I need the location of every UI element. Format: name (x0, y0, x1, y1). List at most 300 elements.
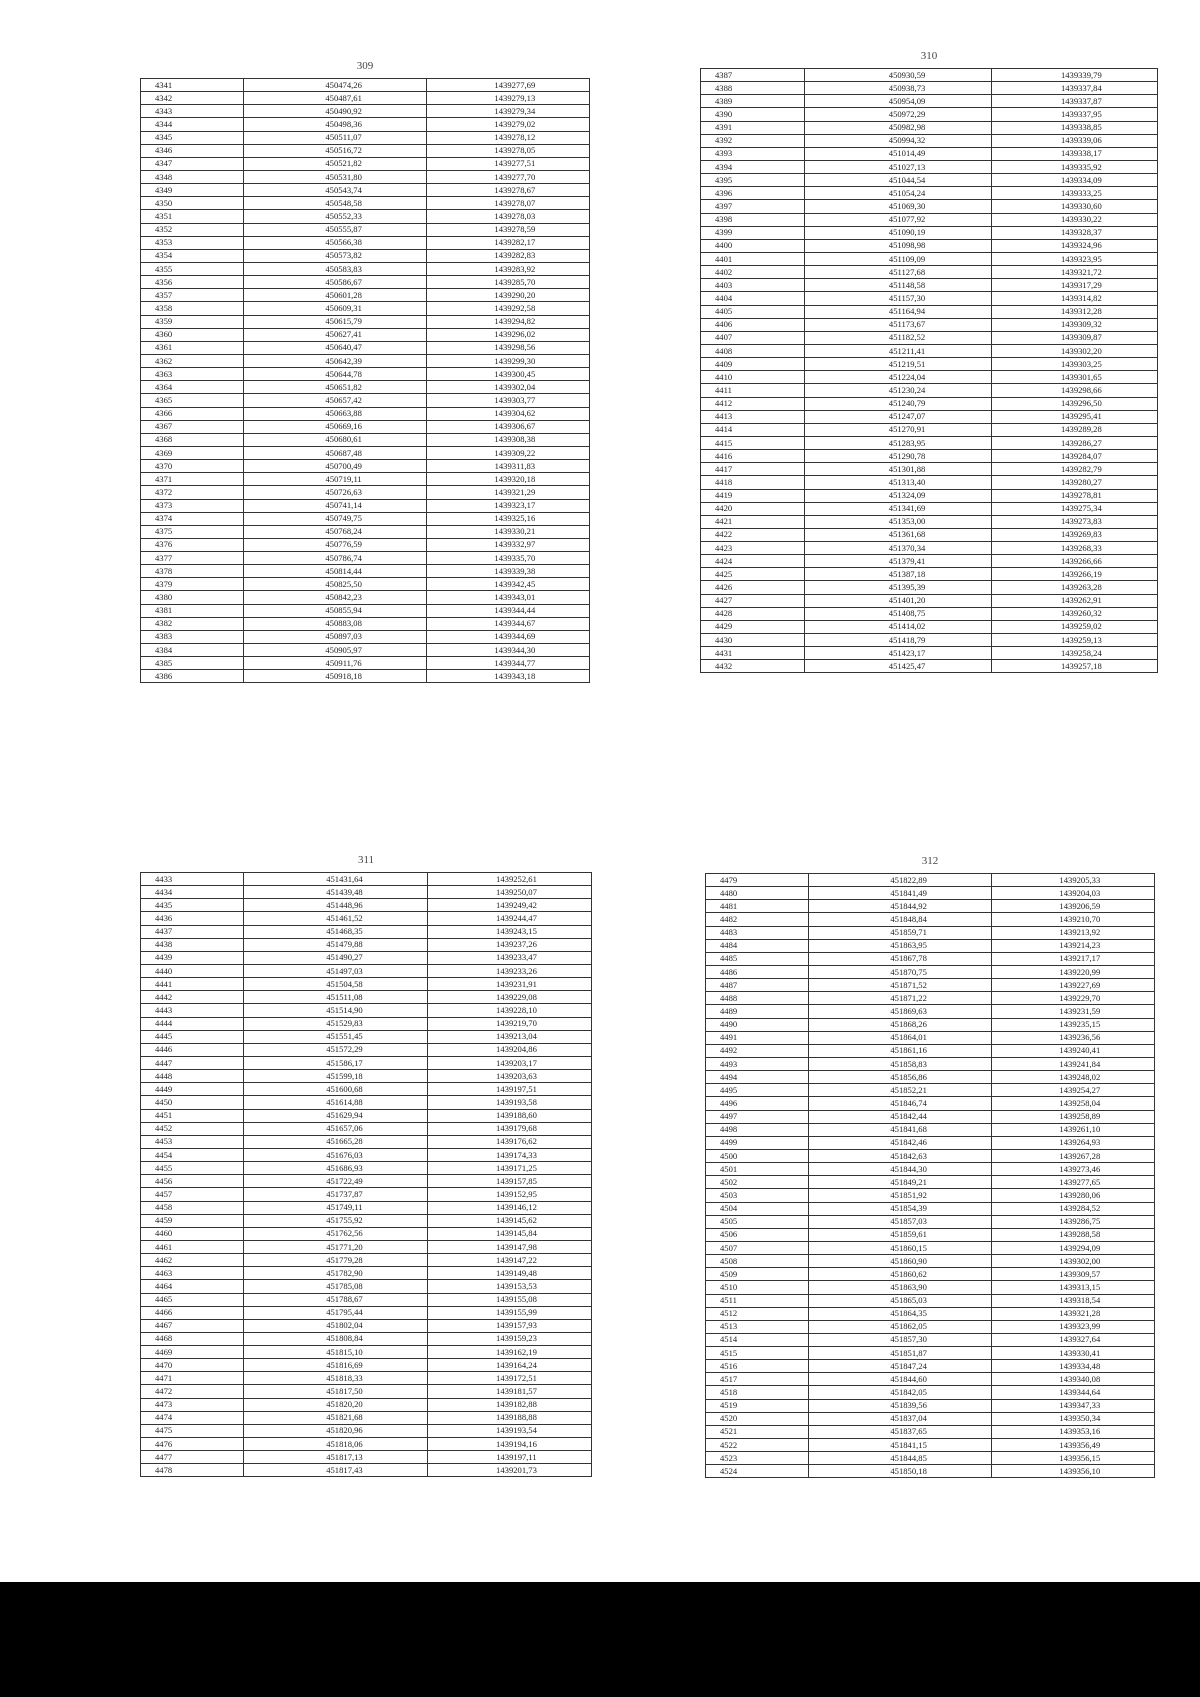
y-coordinate-cell: 1439252,61 (427, 873, 591, 886)
y-coordinate-cell: 1439188,88 (427, 1411, 591, 1424)
table-row (701, 279, 1158, 292)
point-number-cell: 4478 (141, 1464, 244, 1477)
x-coordinate-cell: 450897,03 (243, 630, 426, 643)
x-coordinate-cell: 451844,85 (808, 1452, 991, 1465)
y-coordinate-cell: 1439283,92 (426, 262, 589, 275)
y-coordinate-cell: 1439298,56 (426, 341, 589, 354)
x-coordinate-cell: 451782,90 (244, 1267, 428, 1280)
x-coordinate-cell: 451849,21 (808, 1176, 991, 1189)
x-coordinate-cell: 451614,88 (244, 1096, 428, 1109)
point-number-cell: 4460 (141, 1227, 244, 1240)
page-number: 309 (356, 60, 374, 72)
x-coordinate-cell: 451860,15 (808, 1241, 991, 1254)
table-row (141, 92, 590, 105)
point-number-cell: 4377 (141, 552, 244, 565)
table-row (701, 423, 1158, 436)
point-number-cell: 4517 (706, 1373, 809, 1386)
y-coordinate-cell: 1439324,96 (991, 239, 1157, 252)
point-number-cell: 4368 (141, 433, 244, 446)
table-row (701, 555, 1158, 568)
x-coordinate-cell: 450555,87 (243, 223, 426, 236)
table-row (141, 1372, 592, 1385)
point-number-cell: 4472 (141, 1385, 244, 1398)
point-number-cell: 4486 (706, 965, 809, 978)
x-coordinate-cell: 450814,44 (243, 565, 426, 578)
point-number-cell: 4403 (701, 279, 805, 292)
point-number-cell: 4341 (141, 79, 244, 92)
y-coordinate-cell: 1439193,58 (427, 1096, 591, 1109)
x-coordinate-cell: 450972,29 (805, 108, 991, 121)
x-coordinate-cell: 451395,39 (805, 581, 991, 594)
x-coordinate-cell: 451586,17 (244, 1056, 428, 1069)
table-row (141, 1359, 592, 1372)
x-coordinate-cell: 450543,74 (243, 184, 426, 197)
x-coordinate-cell: 450905,97 (243, 644, 426, 657)
table-row (701, 594, 1158, 607)
point-number-cell: 4459 (141, 1214, 244, 1227)
y-coordinate-cell: 1439250,07 (427, 886, 591, 899)
x-coordinate-cell: 451014,49 (805, 147, 991, 160)
point-number-cell: 4473 (141, 1398, 244, 1411)
point-number-cell: 4398 (701, 213, 805, 226)
y-coordinate-cell: 1439266,66 (991, 555, 1157, 568)
table-row (141, 899, 592, 912)
y-coordinate-cell: 1439344,77 (426, 657, 589, 670)
y-coordinate-cell: 1439356,49 (991, 1439, 1154, 1452)
y-coordinate-cell: 1439258,24 (991, 647, 1157, 660)
y-coordinate-cell: 1439330,41 (991, 1347, 1154, 1360)
x-coordinate-cell: 451069,30 (805, 200, 991, 213)
x-coordinate-cell: 451816,69 (244, 1359, 428, 1372)
x-coordinate-cell: 451479,88 (244, 938, 428, 951)
point-number-cell: 4406 (701, 318, 805, 331)
point-number-cell: 4519 (706, 1399, 809, 1412)
table-row (141, 1030, 592, 1043)
y-coordinate-cell: 1439240,41 (991, 1044, 1154, 1057)
x-coordinate-cell: 451341,69 (805, 502, 991, 515)
y-coordinate-cell: 1439296,50 (991, 397, 1157, 410)
table-row (141, 604, 590, 617)
y-coordinate-cell: 1439347,33 (991, 1399, 1154, 1412)
point-number-cell: 4461 (141, 1240, 244, 1253)
table-row (141, 964, 592, 977)
x-coordinate-cell: 451219,51 (805, 358, 991, 371)
point-number-cell: 4419 (701, 489, 805, 502)
point-number-cell: 4469 (141, 1346, 244, 1359)
x-coordinate-cell: 451822,89 (808, 874, 991, 887)
x-coordinate-cell: 450531,80 (243, 170, 426, 183)
y-coordinate-cell: 1439278,03 (426, 210, 589, 223)
page-310 (700, 49, 1158, 673)
x-coordinate-cell: 451864,01 (808, 1031, 991, 1044)
coordinates-table (705, 873, 1155, 1478)
point-number-cell: 4407 (701, 331, 805, 344)
y-coordinate-cell: 1439214,23 (991, 939, 1154, 952)
y-coordinate-cell: 1439162,19 (427, 1346, 591, 1359)
table-row (701, 82, 1158, 95)
point-number-cell: 4374 (141, 512, 244, 525)
point-number-cell: 4365 (141, 394, 244, 407)
y-coordinate-cell: 1439267,28 (991, 1149, 1154, 1162)
table-row (141, 1398, 592, 1411)
point-number-cell: 4411 (701, 384, 805, 397)
x-coordinate-cell: 451461,52 (244, 912, 428, 925)
y-coordinate-cell: 1439179,68 (427, 1122, 591, 1135)
table-row (701, 620, 1158, 633)
point-number-cell: 4445 (141, 1030, 244, 1043)
y-coordinate-cell: 1439344,69 (426, 630, 589, 643)
y-coordinate-cell: 1439350,34 (991, 1412, 1154, 1425)
table-row (706, 1189, 1155, 1202)
point-number-cell: 4394 (701, 160, 805, 173)
y-coordinate-cell: 1439290,20 (426, 289, 589, 302)
table-row (141, 433, 590, 446)
y-coordinate-cell: 1439338,17 (991, 147, 1157, 160)
x-coordinate-cell: 450609,31 (243, 302, 426, 315)
coordinates-table (140, 872, 592, 1477)
table-row (141, 1056, 592, 1069)
point-number-cell: 4466 (141, 1306, 244, 1319)
x-coordinate-cell: 451211,41 (805, 344, 991, 357)
point-number-cell: 4371 (141, 473, 244, 486)
table-row (141, 1109, 592, 1122)
point-number-cell: 4516 (706, 1360, 809, 1373)
table-row (701, 187, 1158, 200)
y-coordinate-cell: 1439321,72 (991, 266, 1157, 279)
x-coordinate-cell: 451850,18 (808, 1465, 991, 1478)
x-coordinate-cell: 451851,92 (808, 1189, 991, 1202)
x-coordinate-cell: 451514,90 (244, 1004, 428, 1017)
point-number-cell: 4513 (706, 1320, 809, 1333)
coordinates-table (700, 68, 1158, 673)
y-coordinate-cell: 1439340,08 (991, 1373, 1154, 1386)
table-row (706, 1281, 1155, 1294)
point-number-cell: 4453 (141, 1135, 244, 1148)
x-coordinate-cell: 451148,58 (805, 279, 991, 292)
x-coordinate-cell: 451468,35 (244, 925, 428, 938)
x-coordinate-cell: 450552,33 (243, 210, 426, 223)
point-number-cell: 4488 (706, 992, 809, 1005)
x-coordinate-cell: 451817,13 (244, 1451, 428, 1464)
x-coordinate-cell: 451497,03 (244, 964, 428, 977)
y-coordinate-cell: 1439213,04 (427, 1030, 591, 1043)
x-coordinate-cell: 451182,52 (805, 331, 991, 344)
y-coordinate-cell: 1439308,38 (426, 433, 589, 446)
point-number-cell: 4501 (706, 1163, 809, 1176)
table-row (141, 657, 590, 670)
y-coordinate-cell: 1439334,09 (991, 174, 1157, 187)
point-number-cell: 4348 (141, 170, 244, 183)
table-row (701, 542, 1158, 555)
y-coordinate-cell: 1439277,65 (991, 1176, 1154, 1189)
x-coordinate-cell: 451722,49 (244, 1175, 428, 1188)
point-number-cell: 4369 (141, 446, 244, 459)
y-coordinate-cell: 1439201,73 (427, 1464, 591, 1477)
y-coordinate-cell: 1439241,84 (991, 1057, 1154, 1070)
table-row (701, 344, 1158, 357)
y-coordinate-cell: 1439344,44 (426, 604, 589, 617)
point-number-cell: 4507 (706, 1241, 809, 1254)
y-coordinate-cell: 1439284,07 (991, 450, 1157, 463)
point-number-cell: 4343 (141, 105, 244, 118)
point-number-cell: 4440 (141, 964, 244, 977)
point-number-cell: 4363 (141, 368, 244, 381)
x-coordinate-cell: 451870,75 (808, 965, 991, 978)
y-coordinate-cell: 1439197,51 (427, 1083, 591, 1096)
x-coordinate-cell: 450644,78 (243, 368, 426, 381)
y-coordinate-cell: 1439213,92 (991, 926, 1154, 939)
y-coordinate-cell: 1439285,70 (426, 276, 589, 289)
point-number-cell: 4504 (706, 1202, 809, 1215)
y-coordinate-cell: 1439278,81 (991, 489, 1157, 502)
x-coordinate-cell: 451762,56 (244, 1227, 428, 1240)
table-row (701, 147, 1158, 160)
y-coordinate-cell: 1439335,70 (426, 552, 589, 565)
table-row (706, 1347, 1155, 1360)
x-coordinate-cell: 450651,82 (243, 381, 426, 394)
x-coordinate-cell: 451817,43 (244, 1464, 428, 1477)
y-coordinate-cell: 1439206,59 (991, 900, 1154, 913)
point-number-cell: 4408 (701, 344, 805, 357)
x-coordinate-cell: 451283,95 (805, 436, 991, 449)
point-number-cell: 4503 (706, 1189, 809, 1202)
point-number-cell: 4437 (141, 925, 244, 938)
y-coordinate-cell: 1439302,00 (991, 1255, 1154, 1268)
x-coordinate-cell: 451044,54 (805, 174, 991, 187)
y-coordinate-cell: 1439204,86 (427, 1043, 591, 1056)
point-number-cell: 4351 (141, 210, 244, 223)
x-coordinate-cell: 450627,41 (243, 328, 426, 341)
table-row (706, 1360, 1155, 1373)
point-number-cell: 4464 (141, 1280, 244, 1293)
x-coordinate-cell: 451408,75 (805, 607, 991, 620)
x-coordinate-cell: 450566,38 (243, 236, 426, 249)
y-coordinate-cell: 1439327,64 (991, 1333, 1154, 1346)
y-coordinate-cell: 1439147,22 (427, 1254, 591, 1267)
x-coordinate-cell: 451361,68 (805, 528, 991, 541)
point-number-cell: 4476 (141, 1438, 244, 1451)
x-coordinate-cell: 451127,68 (805, 266, 991, 279)
table-row (141, 1043, 592, 1056)
x-coordinate-cell: 451852,21 (808, 1084, 991, 1097)
point-number-cell: 4349 (141, 184, 244, 197)
x-coordinate-cell: 450954,09 (805, 95, 991, 108)
point-number-cell: 4483 (706, 926, 809, 939)
table-row (141, 118, 590, 131)
y-coordinate-cell: 1439356,15 (991, 1452, 1154, 1465)
table-row (141, 1240, 592, 1253)
point-number-cell: 4452 (141, 1122, 244, 1135)
y-coordinate-cell: 1439301,65 (991, 371, 1157, 384)
x-coordinate-cell: 451431,64 (244, 873, 428, 886)
table-row (141, 578, 590, 591)
point-number-cell: 4511 (706, 1294, 809, 1307)
x-coordinate-cell: 451865,03 (808, 1294, 991, 1307)
point-number-cell: 4381 (141, 604, 244, 617)
point-number-cell: 4495 (706, 1084, 809, 1097)
x-coordinate-cell: 451815,10 (244, 1346, 428, 1359)
table-row (706, 1031, 1155, 1044)
y-coordinate-cell: 1439157,85 (427, 1175, 591, 1188)
x-coordinate-cell: 451240,79 (805, 397, 991, 410)
y-coordinate-cell: 1439174,33 (427, 1148, 591, 1161)
y-coordinate-cell: 1439298,66 (991, 384, 1157, 397)
y-coordinate-cell: 1439231,91 (427, 978, 591, 991)
table-row (701, 69, 1158, 82)
table-row (141, 210, 590, 223)
x-coordinate-cell: 451821,68 (244, 1411, 428, 1424)
table-row (141, 1017, 592, 1030)
table-row (141, 1267, 592, 1280)
table-row (701, 515, 1158, 528)
y-coordinate-cell: 1439257,18 (991, 660, 1157, 673)
point-number-cell: 4471 (141, 1372, 244, 1385)
table-row (141, 341, 590, 354)
y-coordinate-cell: 1439280,06 (991, 1189, 1154, 1202)
x-coordinate-cell: 450842,23 (243, 591, 426, 604)
point-number-cell: 4467 (141, 1319, 244, 1332)
point-number-cell: 4357 (141, 289, 244, 302)
table-row (141, 1227, 592, 1240)
y-coordinate-cell: 1439337,95 (991, 108, 1157, 121)
point-number-cell: 4441 (141, 978, 244, 991)
point-number-cell: 4463 (141, 1267, 244, 1280)
x-coordinate-cell: 450573,82 (243, 249, 426, 262)
table-row (141, 446, 590, 459)
table-row (701, 358, 1158, 371)
x-coordinate-cell: 451802,04 (244, 1319, 428, 1332)
y-coordinate-cell: 1439217,17 (991, 952, 1154, 965)
x-coordinate-cell: 450918,18 (243, 670, 426, 683)
y-coordinate-cell: 1439278,59 (426, 223, 589, 236)
table-row (706, 1084, 1155, 1097)
y-coordinate-cell: 1439278,12 (426, 131, 589, 144)
point-number-cell: 4396 (701, 187, 805, 200)
x-coordinate-cell: 450825,50 (243, 578, 426, 591)
point-number-cell: 4522 (706, 1439, 809, 1452)
table-row (141, 1332, 592, 1345)
table-row (706, 1373, 1155, 1386)
point-number-cell: 4375 (141, 525, 244, 538)
table-row (701, 607, 1158, 620)
table-row (141, 630, 590, 643)
x-coordinate-cell: 450749,75 (243, 512, 426, 525)
point-number-cell: 4524 (706, 1465, 809, 1478)
x-coordinate-cell: 451230,24 (805, 384, 991, 397)
point-number-cell: 4487 (706, 979, 809, 992)
table-row (141, 460, 590, 473)
table-row (701, 239, 1158, 252)
point-number-cell: 4428 (701, 607, 805, 620)
point-number-cell: 4510 (706, 1281, 809, 1294)
point-number-cell: 4455 (141, 1162, 244, 1175)
table-row (141, 978, 592, 991)
y-coordinate-cell: 1439282,79 (991, 463, 1157, 476)
table-row (701, 384, 1158, 397)
table-row (141, 1201, 592, 1214)
point-number-cell: 4447 (141, 1056, 244, 1069)
y-coordinate-cell: 1439262,91 (991, 594, 1157, 607)
point-number-cell: 4514 (706, 1333, 809, 1346)
x-coordinate-cell: 450657,42 (243, 394, 426, 407)
point-number-cell: 4497 (706, 1110, 809, 1123)
y-coordinate-cell: 1439157,93 (427, 1319, 591, 1332)
y-coordinate-cell: 1439339,06 (991, 134, 1157, 147)
y-coordinate-cell: 1439295,41 (991, 410, 1157, 423)
point-number-cell: 4358 (141, 302, 244, 315)
y-coordinate-cell: 1439204,03 (991, 887, 1154, 900)
point-number-cell: 4346 (141, 144, 244, 157)
x-coordinate-cell: 451665,28 (244, 1135, 428, 1148)
x-coordinate-cell: 451818,06 (244, 1438, 428, 1451)
x-coordinate-cell: 450776,59 (243, 538, 426, 551)
table-row (141, 1083, 592, 1096)
x-coordinate-cell: 451511,08 (244, 991, 428, 1004)
x-coordinate-cell: 451871,52 (808, 979, 991, 992)
point-number-cell: 4397 (701, 200, 805, 213)
y-coordinate-cell: 1439333,25 (991, 187, 1157, 200)
y-coordinate-cell: 1439320,18 (426, 473, 589, 486)
point-number-cell: 4382 (141, 617, 244, 630)
point-number-cell: 4502 (706, 1176, 809, 1189)
x-coordinate-cell: 451856,86 (808, 1071, 991, 1084)
point-number-cell: 4449 (141, 1083, 244, 1096)
y-coordinate-cell: 1439314,82 (991, 292, 1157, 305)
table-row (141, 912, 592, 925)
table-row (701, 252, 1158, 265)
table-row (701, 463, 1158, 476)
x-coordinate-cell: 451837,65 (808, 1425, 991, 1438)
table-row (141, 1464, 592, 1477)
table-row (701, 331, 1158, 344)
table-row (701, 450, 1158, 463)
table-row (141, 276, 590, 289)
table-row (701, 581, 1158, 594)
x-coordinate-cell: 450786,74 (243, 552, 426, 565)
y-coordinate-cell: 1439278,05 (426, 144, 589, 157)
scan-bottom-band (0, 1582, 1200, 1697)
x-coordinate-cell: 451854,39 (808, 1202, 991, 1215)
x-coordinate-cell: 450719,11 (243, 473, 426, 486)
table-row (141, 1346, 592, 1359)
point-number-cell: 4509 (706, 1268, 809, 1281)
y-coordinate-cell: 1439292,58 (426, 302, 589, 315)
x-coordinate-cell: 451353,00 (805, 515, 991, 528)
y-coordinate-cell: 1439309,57 (991, 1268, 1154, 1281)
y-coordinate-cell: 1439302,20 (991, 344, 1157, 357)
table-row (141, 407, 590, 420)
x-coordinate-cell: 450938,73 (805, 82, 991, 95)
table-row (141, 368, 590, 381)
point-number-cell: 4512 (706, 1307, 809, 1320)
point-number-cell: 4520 (706, 1412, 809, 1425)
x-coordinate-cell: 451848,84 (808, 913, 991, 926)
x-coordinate-cell: 450490,92 (243, 105, 426, 118)
x-coordinate-cell: 451054,24 (805, 187, 991, 200)
x-coordinate-cell: 451842,63 (808, 1149, 991, 1162)
table-row (141, 157, 590, 170)
point-number-cell: 4468 (141, 1332, 244, 1345)
table-row (141, 1319, 592, 1332)
x-coordinate-cell: 451808,84 (244, 1332, 428, 1345)
y-coordinate-cell: 1439330,22 (991, 213, 1157, 226)
y-coordinate-cell: 1439269,83 (991, 528, 1157, 541)
y-coordinate-cell: 1439261,10 (991, 1123, 1154, 1136)
point-number-cell: 4499 (706, 1136, 809, 1149)
x-coordinate-cell: 451157,30 (805, 292, 991, 305)
y-coordinate-cell: 1439302,04 (426, 381, 589, 394)
point-number-cell: 4515 (706, 1347, 809, 1360)
